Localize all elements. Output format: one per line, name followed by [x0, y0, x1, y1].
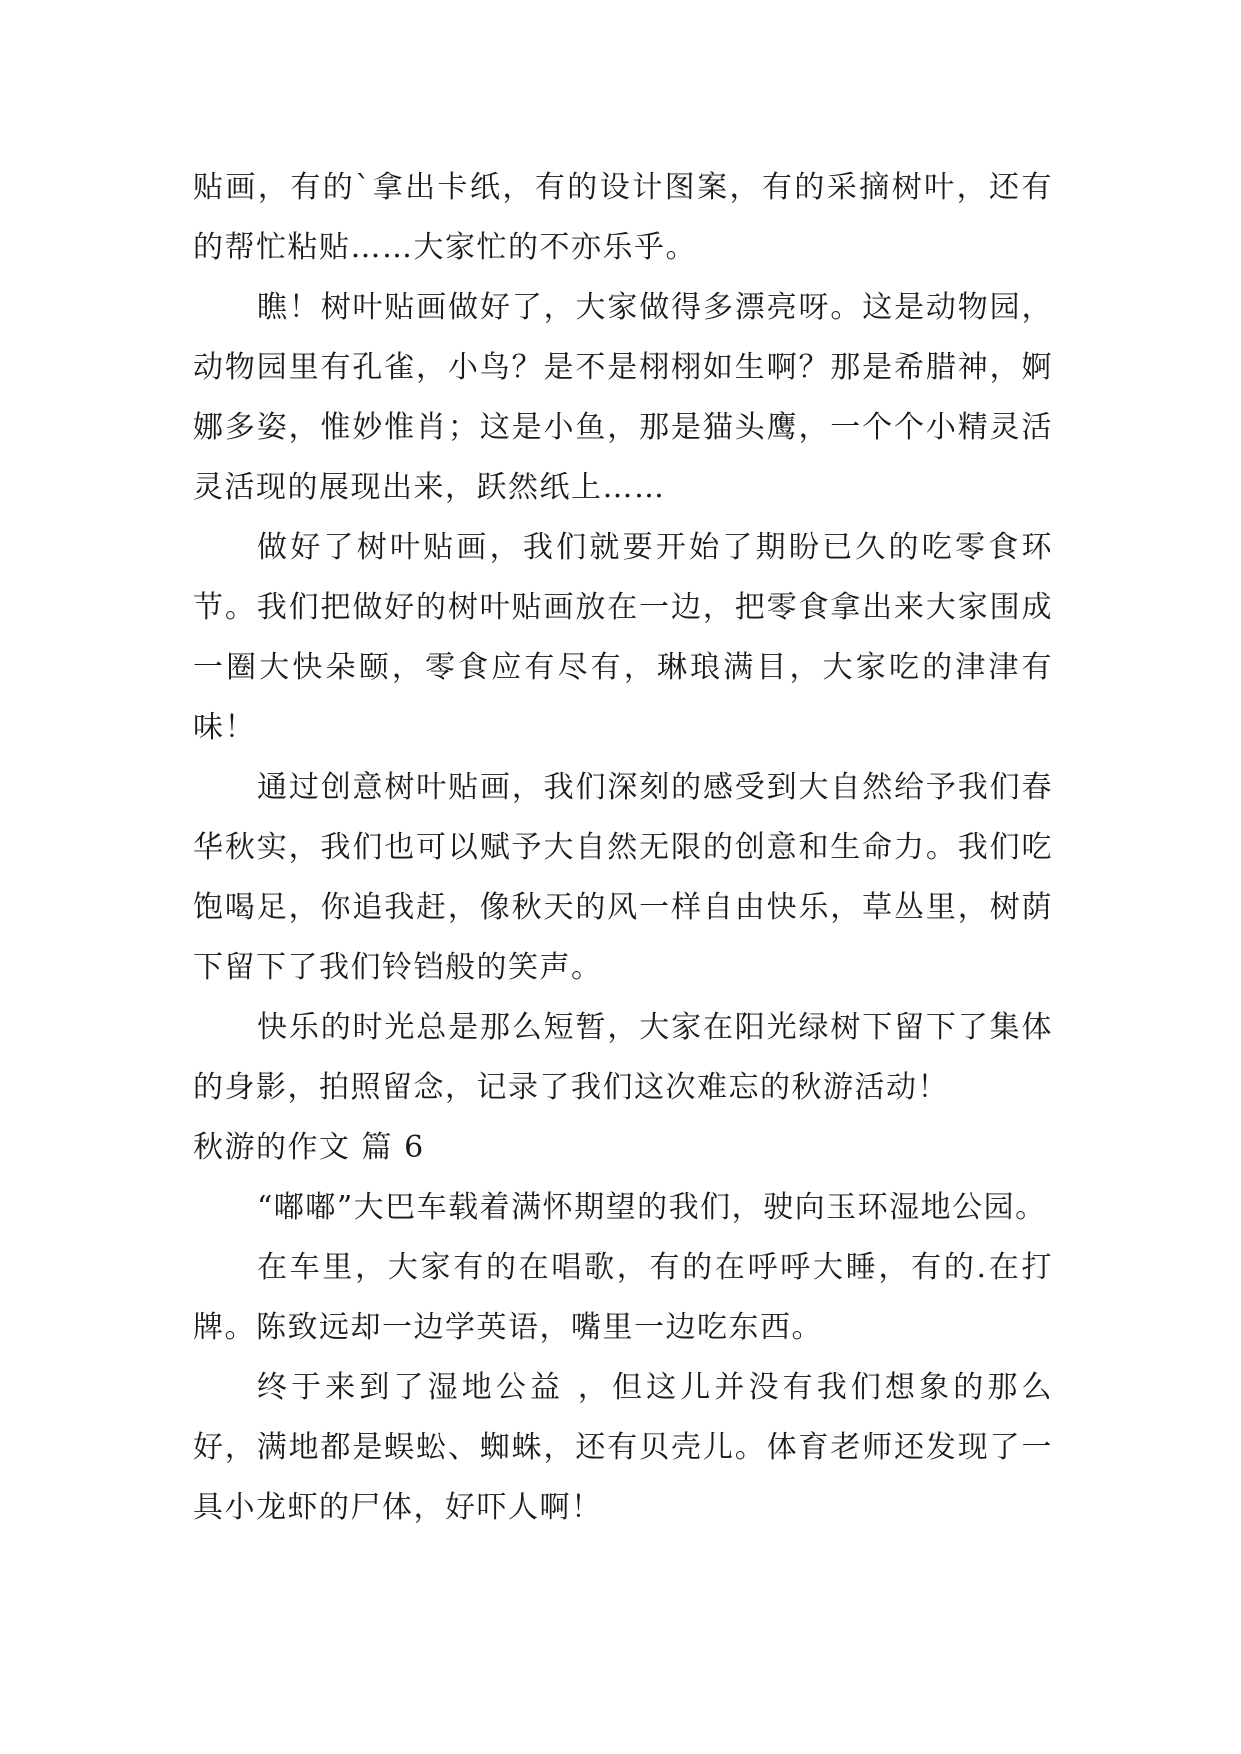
paragraph: “嘟嘟”大巴车载着满怀期望的我们，驶向玉环湿地公园。 [257, 1190, 1047, 1225]
paragraph: 通过创意树叶贴画，我们深刻的感受到大自然给予我们春华秋实，我们也可以赋予大自然无限的创意和生命力。我们吃饱喝足，你追我赶，像秋天的风一样自由快乐，草丛里，树荫下留下了我们铃铛般的笑声。 [193, 770, 1053, 985]
paragraph: 瞧！树叶贴画做好了，大家做得多漂亮呀。这是动物园，动物园里有孔雀，小鸟？是不是栩栩如生啊？那是希腊神，婀娜多姿，惟妙惟肖；这是小鱼，那是猫头鹰，一个个小精灵活灵活现的展现出来，跃然纸上…… [193, 290, 1053, 505]
paragraph: 做好了树叶贴画，我们就要开始了期盼已久的吃零食环节。我们把做好的树叶贴画放在一边，把零食拿出来大家围成一圈大快朵颐，零食应有尽有，琳琅满目，大家吃的津津有味！ [193, 530, 1053, 745]
section-heading: 秋游的作文 篇 6 [193, 1130, 425, 1165]
paragraph-continued: 贴画，有的`拿出卡纸，有的设计图案，有的采摘树叶，还有的帮忙粘贴……大家忙的不亦乐乎。 [193, 170, 1053, 265]
paragraph: 终于来到了湿地公益 ，但这儿并没有我们想象的那么好，满地都是蜈蚣、蜘蛛，还有贝壳儿。体育老师还发现了一具小龙虾的尸体，好吓人啊！ [193, 1370, 1053, 1525]
paragraph: 在车里，大家有的在唱歌，有的在呼呼大睡，有的.在打牌。陈致远却一边学英语，嘴里一边吃东西。 [193, 1250, 1053, 1345]
document-body [193, 158, 1053, 1538]
paragraph: 快乐的时光总是那么短暂，大家在阳光绿树下留下了集体的身影，拍照留念，记录了我们这次难忘的秋游活动！ [193, 1010, 1053, 1105]
